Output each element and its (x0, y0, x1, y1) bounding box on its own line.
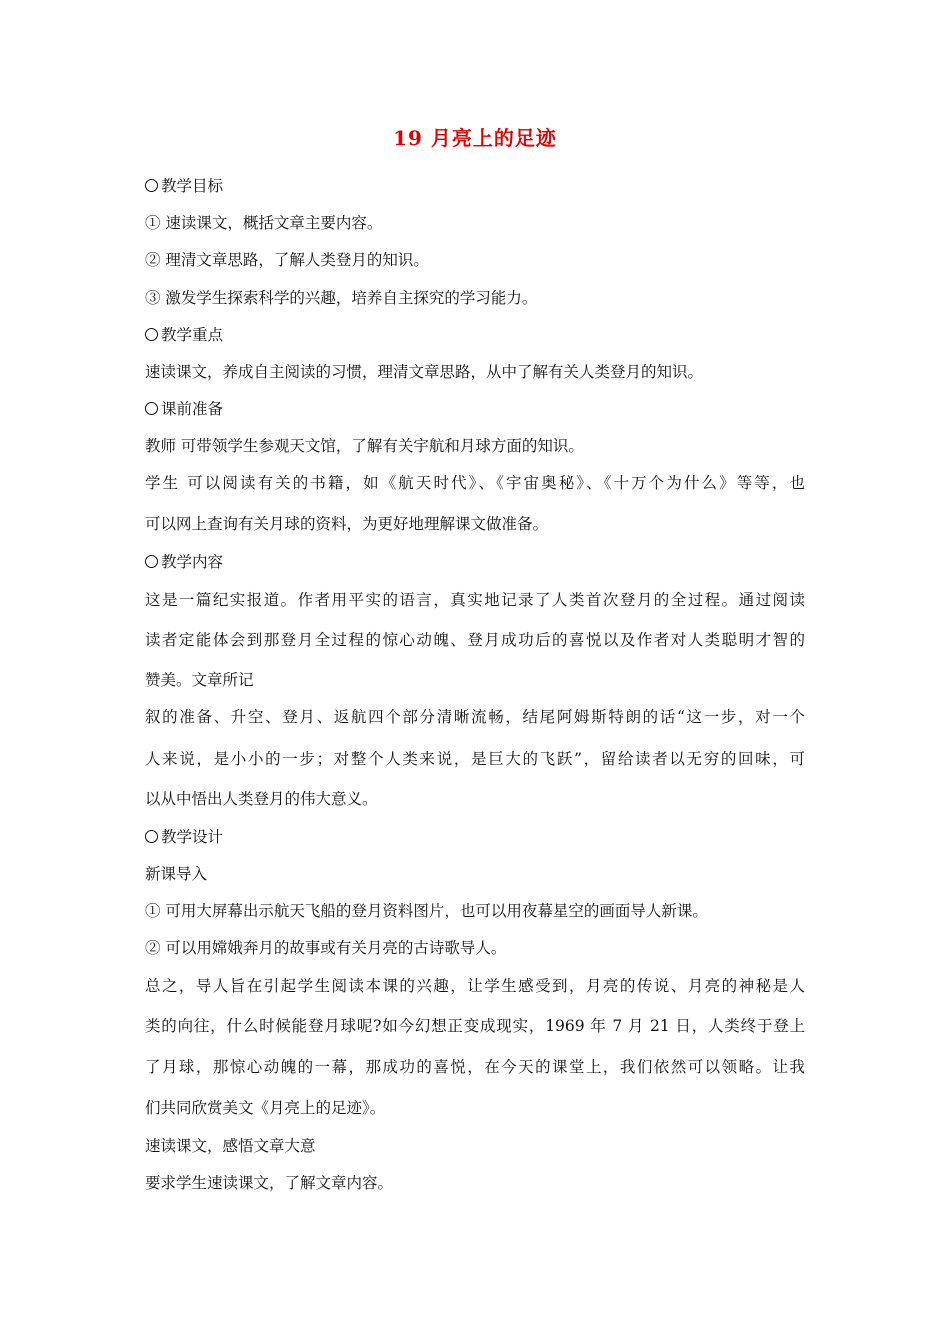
content-line: 赞美。文章所记 (145, 671, 254, 689)
design-summary-line: 类的向往，什么时候能登月球呢?如今幻想正变成现实，1969 年 7 月 21 日，人类终于登上 (145, 1017, 805, 1035)
design-intro-item: ② 可以用嫦娥奔月的故事或有关月亮的古诗歌导人。 (145, 939, 507, 957)
heading-text: 教学设计 (161, 828, 224, 846)
preparation-teacher: 教师 可带领学生参观天文馆，了解有关宇航和月球方面的知识。 (145, 437, 584, 455)
objective-item: ① 速读课文，概括文章主要内容。 (145, 214, 383, 232)
content-line: 以从中悟出人类登月的伟大意义。 (145, 790, 378, 808)
section-heading-design (145, 827, 223, 847)
design-summary-line: 们共同欣赏美文《月亮上的足迹》。 (145, 1099, 386, 1117)
circle-bullet-icon (145, 830, 158, 843)
objective-item: ③ 激发学生探索科学的兴趣，培养自主探究的学习能力。 (145, 289, 538, 307)
content-line: 这是一篇纪实报道。作者用平实的语言，真实地记录了人类首次登月的全过程。通过阅读 (145, 591, 805, 609)
section-heading-objectives (145, 176, 223, 196)
circle-bullet-icon (145, 328, 158, 341)
heading-text: 教学内容 (161, 553, 224, 571)
design-reading-text: 要求学生速读课文，了解文章内容。 (145, 1174, 394, 1192)
circle-bullet-icon (145, 555, 158, 568)
heading-text: 课前准备 (161, 400, 224, 418)
design-summary-line: 了月球，那惊心动魄的一幕，那成功的喜悦，在今天的课堂上，我们依然可以领略。让我 (145, 1058, 805, 1076)
objective-item: ② 理清文章思路，了解人类登月的知识。 (145, 251, 429, 269)
page-title: 19 月亮上的足迹 (393, 126, 557, 150)
preparation-student-line: 学生 可以阅读有关的书籍，如《航天时代》、《宇宙奥秘》、《十万个为什么》等等，也 (145, 474, 805, 492)
heading-text: 教学重点 (161, 326, 224, 344)
design-intro-item: ① 可用大屏幕出示航天飞船的登月资料图片，也可以用夜幕星空的画面导人新课。 (145, 902, 708, 920)
heading-text: 教学目标 (161, 177, 224, 195)
section-heading-content (145, 552, 223, 572)
design-reading-heading: 速读课文，感悟文章大意 (145, 1137, 316, 1155)
focus-text: 速读课文，养成自主阅读的习惯，理清文章思路，从中了解有关人类登月的知识。 (145, 363, 704, 381)
section-heading-preparation (145, 399, 223, 419)
content-line: 读者定能体会到那登月全过程的惊心动魄、登月成功后的喜悦以及作者对人类聪明才智的 (145, 631, 805, 649)
design-intro-heading: 新课导入 (145, 865, 208, 883)
section-heading-focus (145, 325, 223, 345)
design-summary-line: 总之，导人旨在引起学生阅读本课的兴趣，让学生感受到，月亮的传说、月亮的神秘是人 (145, 977, 805, 995)
circle-bullet-icon (145, 402, 158, 415)
preparation-student-line: 可以网上查询有关月球的资料，为更好地理解课文做准备。 (145, 515, 549, 533)
content-line: 人来说，是小小的一步；对整个人类来说，是巨大的飞跃”，留给读者以无穷的回味，可 (145, 750, 805, 768)
circle-bullet-icon (145, 179, 158, 192)
content-line: 叙的准备、升空、登月、返航四个部分清晰流畅，结尾阿姆斯特朗的话“这一步，对一个 (145, 708, 805, 726)
